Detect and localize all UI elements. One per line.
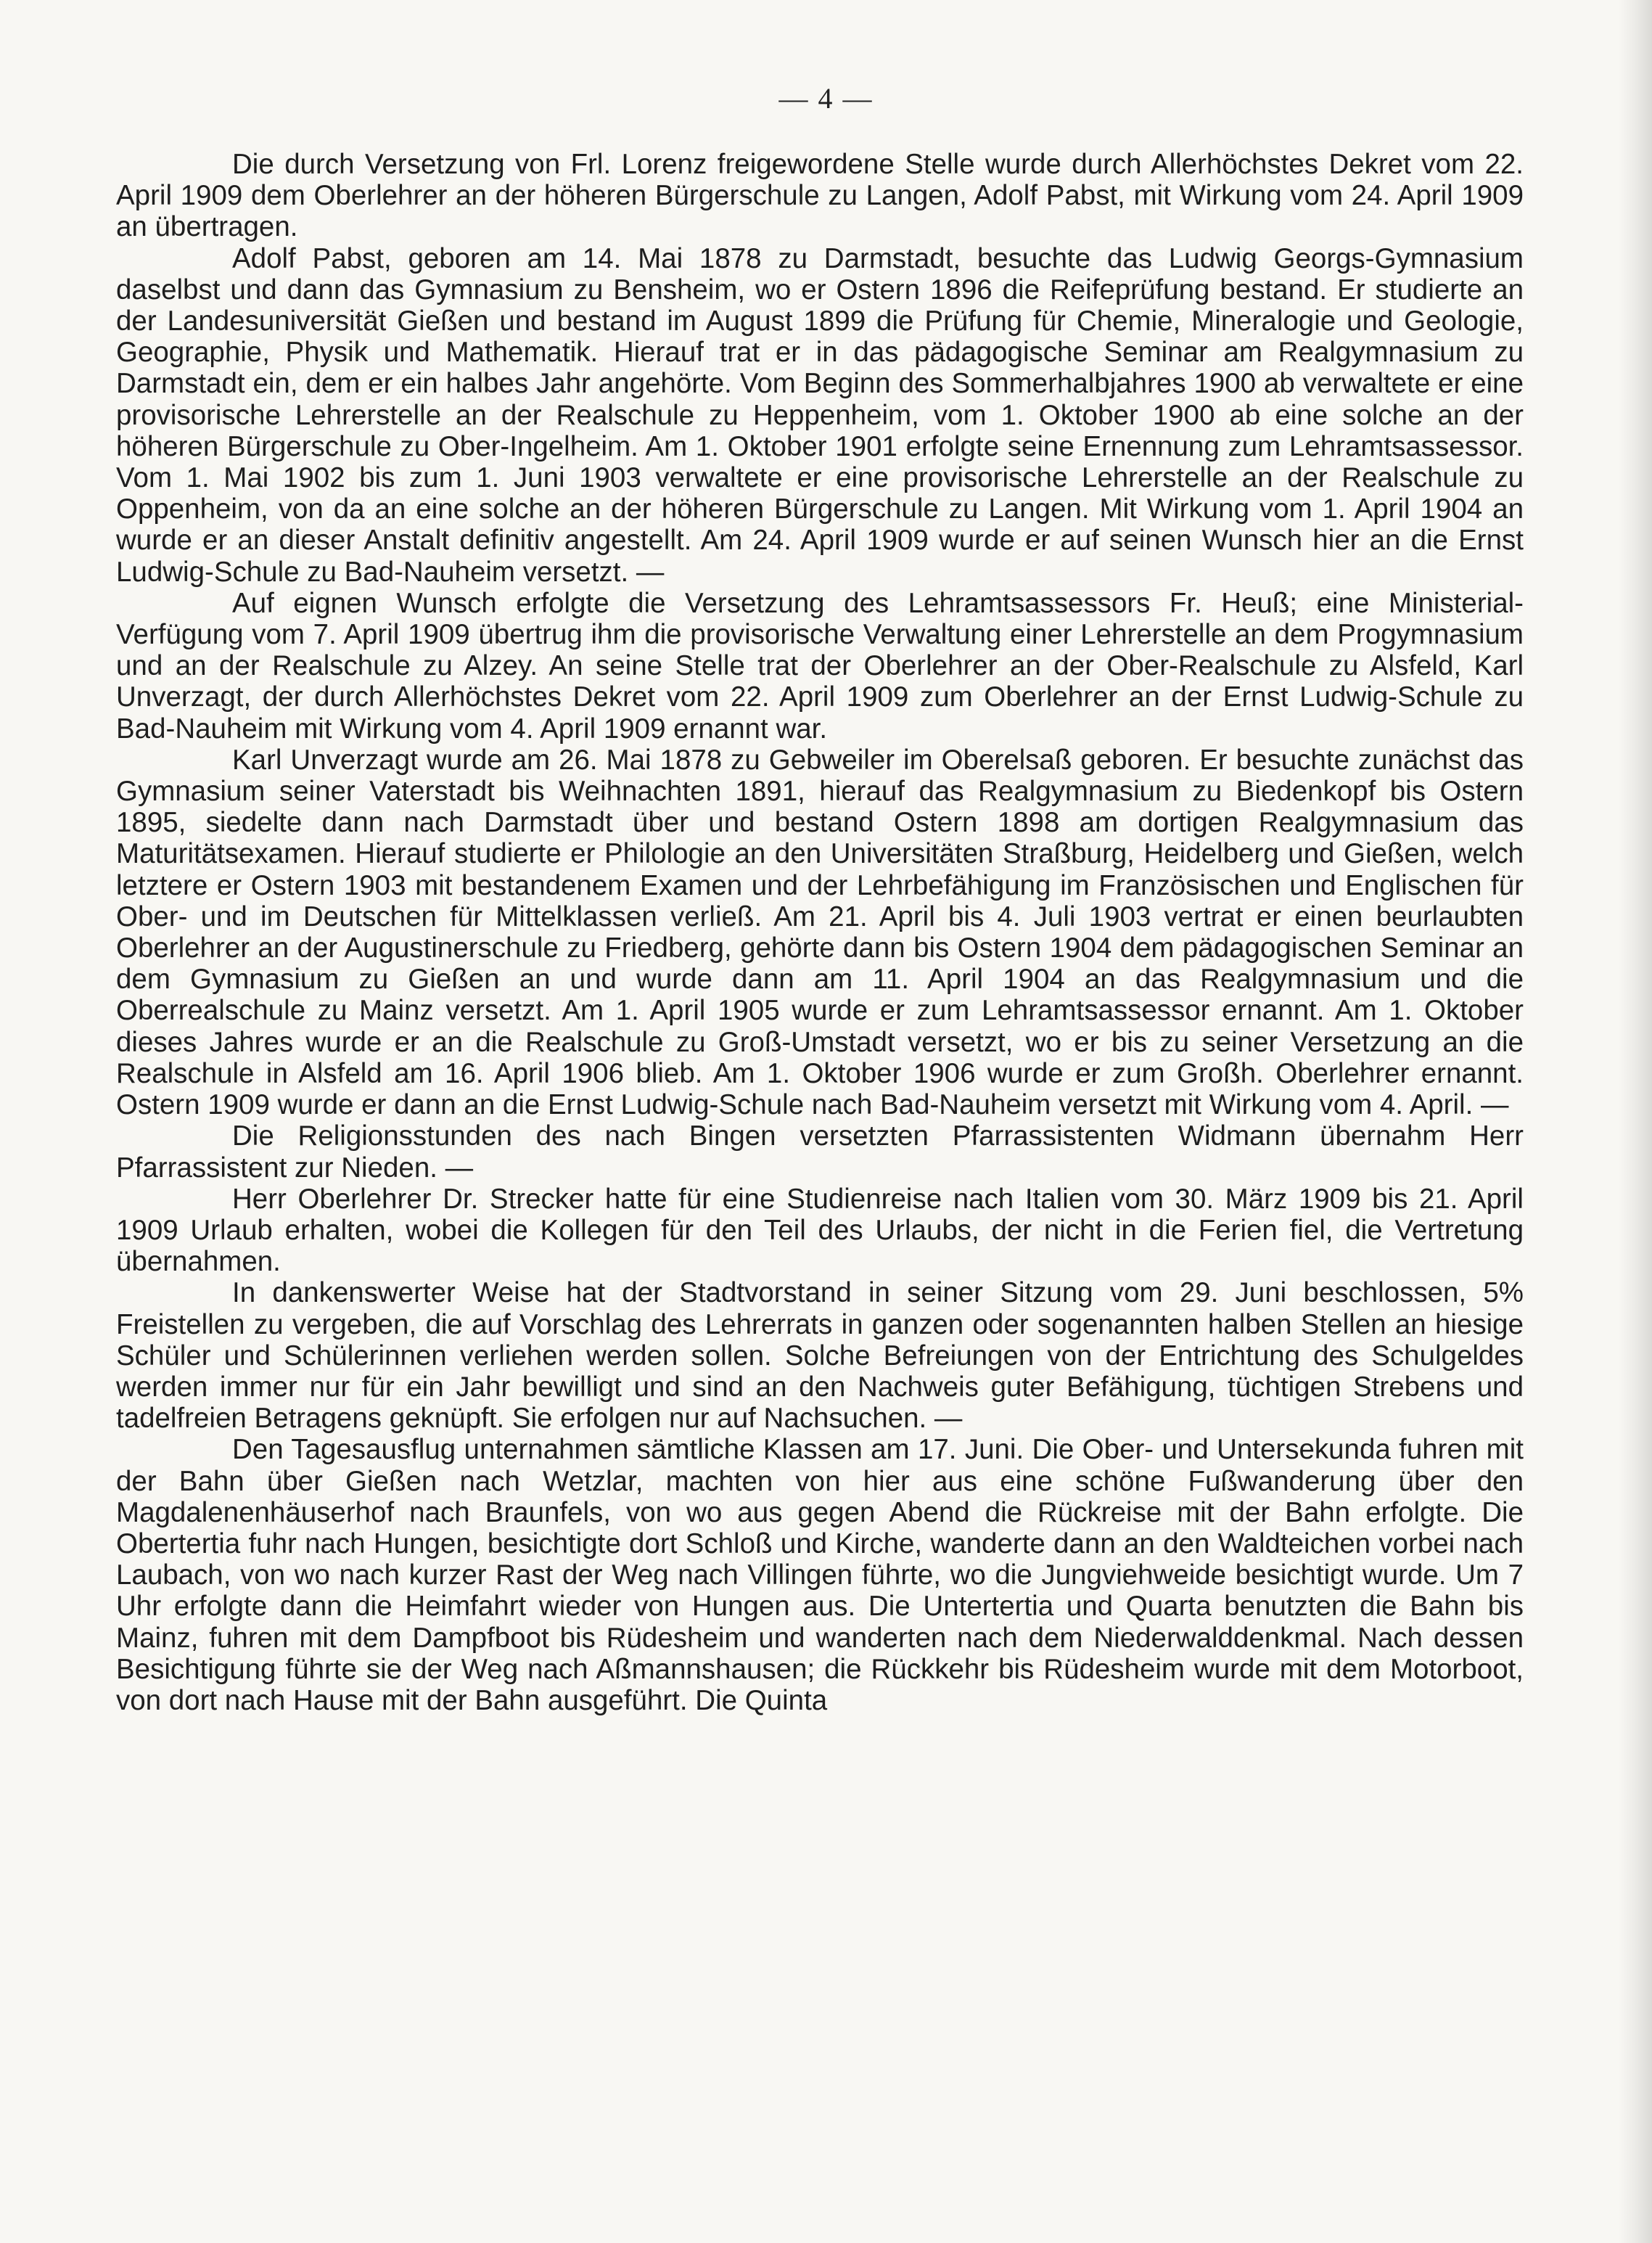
- paragraph-unverzagt-biography: Karl Unverzagt wurde am 26. Mai 1878 zu Gebweiler im Oberelsaß geboren. Er besuchte zunächst das Gymnasium seiner Vaterstadt bis Weihnachten 1891, hierauf das Realgymnasium zu Biedenkopf bis Ostern 1895, siedelte dann nach Darmstadt über und bestand Ostern 1898 am dortigen Realgymnasium das Maturitätsexamen. Hierauf studierte er Philologie an den Universitäten Straßburg, Heidelberg und Gießen, welch letztere er Ostern 1903 mit bestandenem Examen und der Lehrbefähigung im Französischen und Englischen für Ober- und im Deutschen für Mittelklassen verließ. Am 21. April bis 4. Juli 1903 vertrat er einen beurlaubten Oberlehrer an der Augustinerschule zu Friedberg, gehörte dann bis Ostern 1904 dem pädagogischen Seminar an dem Gymnasium zu Gießen an und wurde dann am 11. April 1904 an das Realgymnasium und die Oberrealschule zu Mainz versetzt. Am 1. April 1905 wurde er zum Lehramtsassessor ernannt. Am 1. Oktober dieses Jahres wurde er an die Realschule zu Groß-Umstadt versetzt, wo er bis zu seiner Versetzung an die Realschule in Alsfeld am 16. April 1906 blieb. Am 1. Oktober 1906 wurde er zum Großh. Oberlehrer ernannt. Ostern 1909 wurde er dann an die Ernst Ludwig-Schule nach Bad-Nauheim versetzt mit Wirkung vom 4. April. —: [116, 744, 1524, 1121]
- page-edge-shadow: [1619, 0, 1652, 2243]
- paragraph-day-excursion: Den Tagesausflug unternahmen sämtliche Klassen am 17. Juni. Die Ober- und Untersekunda fuhren mit der Bahn über Gießen nach Wetzlar, machten von hier aus eine schöne Fußwanderung über den Magdalenenhäuserhof nach Braunfels, von wo aus gegen Abend die Rückreise mit der Bahn erfolgte. Die Obertertia fuhr nach Hungen, besichtigte dort Schloß und Kirche, wanderte dann an den Waldteichen vorbei nach Laubach, von wo nach kurzer Rast der Weg nach Villingen führte, wo die Jungviehweide besichtigt wurde. Um 7 Uhr erfolgte dann die Heimfahrt wieder von Hungen aus. Die Untertertia und Quarta benutzten die Bahn bis Mainz, fuhren mit dem Dampfboot bis Rüdesheim und wanderten nach dem Niederwalddenkmal. Nach dessen Besichtigung führte sie der Weg nach Aßmannshausen; die Rückkehr bis Rüdesheim wurde mit dem Motorboot, von dort nach Hause mit der Bahn ausgeführt. Die Quinta: [116, 1434, 1524, 1716]
- paragraph-strecker-leave: Herr Oberlehrer Dr. Strecker hatte für eine Studienreise nach Italien vom 30. März 1909 bis 21. April 1909 Urlaub erhalten, wobei die Kollegen für den Teil des Urlaubs, der nicht in die Ferien fiel, die Vertretung übernahmen.: [116, 1183, 1524, 1278]
- paragraph-religion-lessons: Die Religionsstunden des nach Bingen versetzten Pfarrassistenten Widmann übernahm Herr Pfarrassistent zur Nieden. —: [116, 1120, 1524, 1184]
- paragraph-pabst-biography: Adolf Pabst, geboren am 14. Mai 1878 zu Darmstadt, besuchte das Ludwig Georgs-Gymnasium daselbst und dann das Gymnasium zu Bensheim, wo er Ostern 1896 die Reifeprüfung bestand. Er studierte an der Landesuniversität Gießen und bestand im August 1899 die Prüfung für Chemie, Mineralogie und Geologie, Geographie, Physik und Mathematik. Hierauf trat er in das pädagogische Seminar am Realgymnasium zu Darmstadt ein, dem er ein halbes Jahr angehörte. Vom Beginn des Sommerhalbjahres 1900 ab verwaltete er eine provisorische Lehrerstelle an der Realschule zu Heppenheim, vom 1. Oktober 1900 ab eine solche an der höheren Bürgerschule zu Ober-Ingelheim. Am 1. Oktober 1901 erfolgte seine Ernennung zum Lehramtsassessor. Vom 1. Mai 1902 bis zum 1. Juni 1903 verwaltete er eine provisorische Lehrerstelle an der Realschule zu Oppenheim, von da an eine solche an der höheren Bürgerschule zu Langen. Mit Wirkung vom 1. April 1904 an wurde er an dieser Anstalt definitiv angestellt. Am 24. April 1909 wurde er auf seinen Wunsch hier an die Ernst Ludwig-Schule zu Bad-Nauheim versetzt. —: [116, 242, 1524, 588]
- paragraph-heuss-transfer: Auf eignen Wunsch erfolgte die Versetzung des Lehramtsassessors Fr. Heuß; eine Ministerial-Verfügung vom 7. April 1909 übertrug ihm die provisorische Verwaltung einer Lehrerstelle an dem Progymnasium und an der Realschule zu Alzey. An seine Stelle trat der Oberlehrer an der Ober-Realschule zu Alsfeld, Karl Unverzagt, der durch Allerhöchstes Dekret vom 22. April 1909 zum Oberlehrer an der Ernst Ludwig-Schule zu Bad-Nauheim mit Wirkung vom 4. April 1909 ernannt war.: [116, 587, 1524, 745]
- paragraph-pabst-appointment: Die durch Versetzung von Frl. Lorenz freigewordene Stelle wurde durch Allerhöchstes Dekret vom 22. April 1909 dem Oberlehrer an der höheren Bürgerschule zu Langen, Adolf Pabst, mit Wirkung vom 24. April 1909 an übertragen.: [116, 149, 1524, 243]
- paragraph-free-places: In dankenswerter Weise hat der Stadtvorstand in seiner Sitzung vom 29. Juni beschlossen, 5% Freistellen zu vergeben, die auf Vorschlag des Lehrerrats in ganzen oder sogenannten halben Stellen an hiesige Schüler und Schülerinnen verliehen werden sollen. Solche Befreiungen von der Entrichtung des Schulgeldes werden immer nur für ein Jahr bewilligt und sind an den Nachweis guter Befähigung, tüchtigen Strebens und tadelfreien Betragens geknüpft. Sie erfolgen nur auf Nachsuchen. —: [116, 1277, 1524, 1435]
- page-number: — 4 —: [778, 82, 874, 115]
- body-text: [116, 149, 1524, 1716]
